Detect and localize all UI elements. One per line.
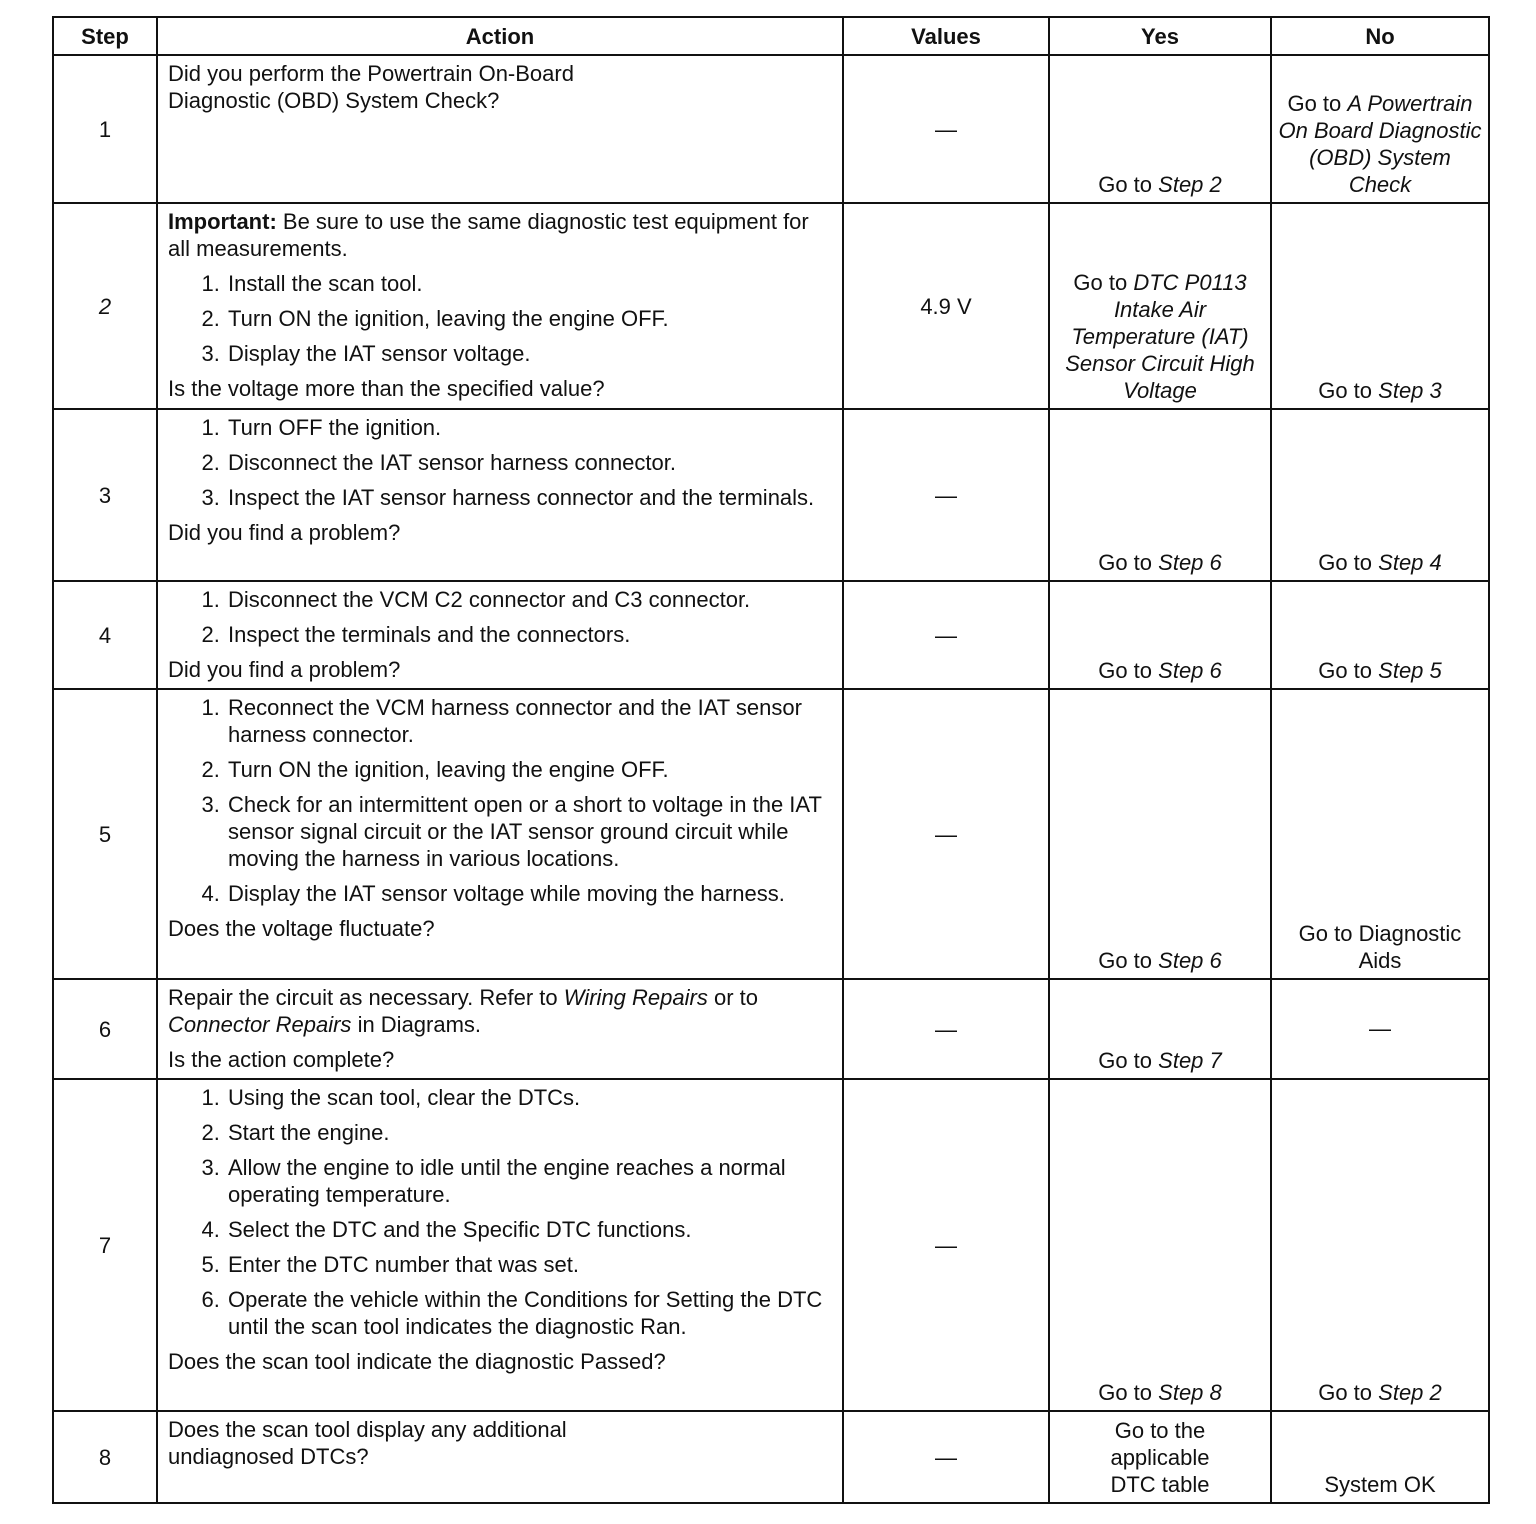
goto-reference: Step 6 (1158, 658, 1222, 683)
no-cell[interactable] (1271, 409, 1489, 581)
action-question: Does the voltage fluctuate? (168, 916, 435, 941)
action-step: 2. Turn ON the ignition, leaving the engine OFF. (226, 305, 834, 332)
table-row (53, 203, 1489, 409)
yes-cell[interactable] (1049, 689, 1271, 979)
goto-prefix: Go to (1098, 948, 1153, 973)
table-row (53, 581, 1489, 689)
important-text: Be sure to use the same diagnostic test equipment for all measurements. (168, 209, 809, 261)
action-cell (157, 1411, 843, 1503)
yes-cell[interactable]: Go to the applicable DTC table (1049, 1411, 1271, 1503)
value-cell: — (843, 1411, 1049, 1503)
yes-cell[interactable] (1049, 1079, 1271, 1411)
goto-prefix: Go to (1098, 172, 1153, 197)
action-cell (157, 1079, 843, 1411)
action-step: 6. Operate the vehicle within the Conditions for Setting the DTC until the scan tool indicates the diagnostic Ran. (226, 1286, 834, 1340)
step-number: 5 (53, 689, 157, 979)
goto-reference: Step 6 (1158, 948, 1222, 973)
action-steps (168, 270, 834, 367)
action-step: 2. Inspect the terminals and the connectors. (226, 621, 834, 648)
step-number: 3 (53, 409, 157, 581)
action-question: Did you find a problem? (168, 657, 401, 682)
goto-prefix: Go to (1098, 1380, 1153, 1405)
goto-prefix: Go to (1098, 658, 1153, 683)
no-cell[interactable] (1271, 203, 1489, 409)
action-step: 1. Using the scan tool, clear the DTCs. (226, 1084, 834, 1111)
action-cell (157, 689, 843, 979)
table-row (53, 1079, 1489, 1411)
action-step: 1. Reconnect the VCM harness connector and the IAT sensor harness connector. (226, 694, 834, 748)
action-step: 3. Check for an intermittent open or a short to voltage in the IAT sensor signal circuit or the IAT sensor ground circuit while moving the harness in various locations. (226, 791, 834, 872)
action-step: 2. Start the engine. (226, 1119, 834, 1146)
action-cell (157, 409, 843, 581)
action-step: 1. Disconnect the VCM C2 connector and C3 connector. (226, 586, 834, 613)
table-row (53, 409, 1489, 581)
yes-cell[interactable] (1049, 55, 1271, 203)
action-steps (168, 586, 834, 648)
action-cell (157, 979, 843, 1079)
value-cell: — (843, 1079, 1049, 1411)
value-cell: 4.9 V (843, 203, 1049, 409)
goto-reference: Step 4 (1378, 550, 1442, 575)
table-row (53, 55, 1489, 203)
goto-reference: DTC P0113 Intake Air Temperature (IAT) Sensor Circuit High Voltage (1065, 270, 1255, 403)
action-cell (157, 55, 843, 203)
header-step: Step (53, 17, 157, 55)
goto-reference: Step 3 (1378, 378, 1442, 403)
header-values: Values (843, 17, 1049, 55)
step-number: 8 (53, 1411, 157, 1503)
important-label: Important: (168, 209, 277, 234)
yes-cell[interactable] (1049, 979, 1271, 1079)
goto-prefix: Go to (1098, 550, 1153, 575)
value-cell: — (843, 979, 1049, 1079)
yes-cell[interactable] (1049, 203, 1271, 409)
action-question: Did you find a problem? (168, 520, 401, 545)
action-question: Did you perform the Powertrain On-Board Diagnostic (OBD) System Check? (168, 61, 574, 113)
goto-prefix: Go to (1073, 270, 1128, 295)
action-step: 5. Enter the DTC number that was set. (226, 1251, 834, 1278)
no-cell[interactable]: Go to Diagnostic Aids (1271, 689, 1489, 979)
value-cell: — (843, 581, 1049, 689)
step-number: 4 (53, 581, 157, 689)
step-number: 1 (53, 55, 157, 203)
action-steps (168, 1084, 834, 1340)
important-note (168, 208, 834, 262)
goto-prefix: Go to (1318, 550, 1373, 575)
step-number: 2 (53, 203, 157, 409)
action-question: Is the voltage more than the specified value? (168, 376, 605, 401)
goto-reference: Step 2 (1158, 172, 1222, 197)
action-step: 2. Turn ON the ignition, leaving the engine OFF. (226, 756, 834, 783)
goto-prefix: Go to (1098, 1048, 1153, 1073)
goto-prefix: Go to (1287, 91, 1342, 116)
connector-repairs-link[interactable]: Connector Repairs (168, 1012, 352, 1037)
goto-reference: Step 7 (1158, 1048, 1222, 1073)
table-row (53, 689, 1489, 979)
goto-prefix: Go to (1318, 378, 1373, 403)
yes-cell[interactable] (1049, 409, 1271, 581)
action-question: Is the action complete? (168, 1047, 395, 1072)
step-number: 7 (53, 1079, 157, 1411)
action-cell (157, 203, 843, 409)
no-cell[interactable] (1271, 1079, 1489, 1411)
action-step: 1. Turn OFF the ignition. (226, 414, 834, 441)
step-number: 6 (53, 979, 157, 1079)
no-cell[interactable] (1271, 581, 1489, 689)
action-step: 3. Display the IAT sensor voltage. (226, 340, 834, 367)
value-cell: — (843, 55, 1049, 203)
value-cell: — (843, 689, 1049, 979)
instruction-text: in Diagrams. (357, 1012, 482, 1037)
action-step: 4. Display the IAT sensor voltage while moving the harness. (226, 880, 834, 907)
goto-reference: Step 5 (1378, 658, 1442, 683)
value-cell: — (843, 409, 1049, 581)
goto-reference: A Powertrain On Board Diagnostic (OBD) System Check (1278, 91, 1482, 197)
action-step: 3. Inspect the IAT sensor harness connector and the terminals. (226, 484, 834, 511)
no-cell[interactable] (1271, 55, 1489, 203)
action-step: 4. Select the DTC and the Specific DTC functions. (226, 1216, 834, 1243)
wiring-repairs-link[interactable]: Wiring Repairs (563, 985, 708, 1010)
action-steps (168, 414, 834, 511)
action-step: 1. Install the scan tool. (226, 270, 834, 297)
instruction-text: Repair the circuit as necessary. Refer to (168, 985, 558, 1010)
header-no: No (1271, 17, 1489, 55)
header-action: Action (157, 17, 843, 55)
header-yes: Yes (1049, 17, 1271, 55)
goto-prefix: Go to (1318, 658, 1373, 683)
goto-reference: Step 2 (1378, 1380, 1442, 1405)
goto-reference: Step 8 (1158, 1380, 1222, 1405)
no-cell: — (1271, 979, 1489, 1079)
action-step: 3. Allow the engine to idle until the engine reaches a normal operating temperature. (226, 1154, 834, 1208)
action-step: 2. Disconnect the IAT sensor harness connector. (226, 449, 834, 476)
action-steps (168, 694, 834, 907)
diagnostic-table (52, 16, 1490, 1504)
action-question: Does the scan tool display any additional undiagnosed DTCs? (168, 1417, 567, 1469)
goto-prefix: Go to (1318, 1380, 1373, 1405)
no-cell: System OK (1271, 1411, 1489, 1503)
action-question: Does the scan tool indicate the diagnostic Passed? (168, 1349, 666, 1374)
header-row (53, 17, 1489, 55)
yes-cell[interactable] (1049, 581, 1271, 689)
goto-reference: Step 6 (1158, 550, 1222, 575)
instruction-text: or to (713, 985, 758, 1010)
action-cell (157, 581, 843, 689)
table-row (53, 1411, 1489, 1503)
table-row (53, 979, 1489, 1079)
action-instruction (168, 984, 834, 1038)
